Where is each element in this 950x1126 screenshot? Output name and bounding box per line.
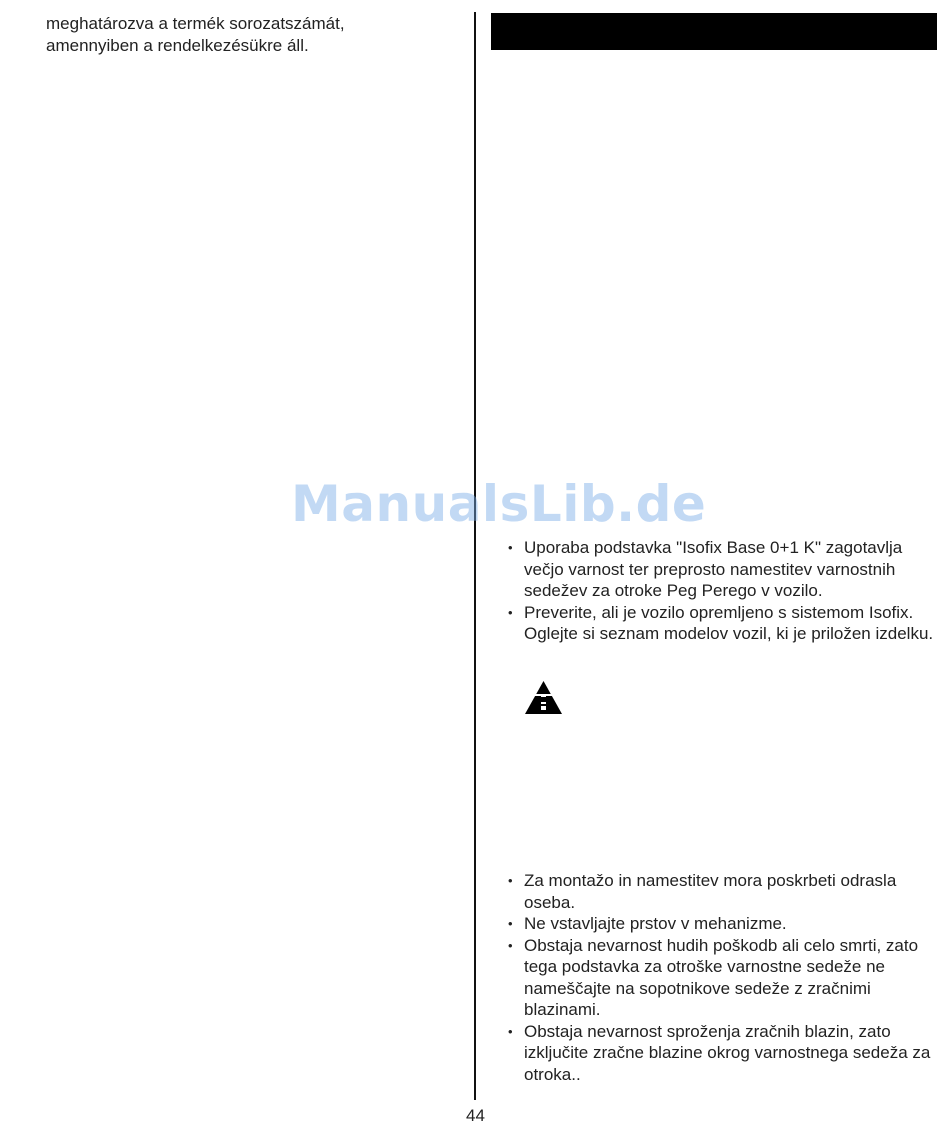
page-number: 44 (466, 1106, 485, 1125)
warning-list (507, 870, 939, 1085)
list-item: • Preverite, ali je vozilo opremljeno s sistemom Isofix. Oglejte si seznam modelov vozil, ki je priložen izdelku. (507, 602, 939, 645)
list-item: • Uporaba podstavka "Isofix Base 0+1 K" zagotavlja večjo varnost ter preprosto namestitev varnostnih sedežev za otroke Peg Perego v vozilo. (507, 537, 939, 602)
watermark: ManualsLib.de (291, 475, 707, 533)
left-column-text: meghatározva a termék sorozatszámát, amennyiben a rendelkezésükre áll. (46, 14, 345, 55)
section-header-bar (491, 13, 937, 50)
warning-triangle-icon (524, 680, 563, 715)
column-divider (474, 12, 476, 1100)
list-item: • Za montažo in namestitev mora poskrbeti odrasla oseba. (507, 870, 939, 913)
list-item: • Obstaja nevarnost sproženja zračnih blazin, zato izklјučite zračne blazine okrog varnostnega sedeža za otroka.. (507, 1021, 939, 1086)
list-item: • Obstaja nevarnost hudih poškodb ali celo smrti, zato tega podstavka za otroške varnostne sedeže ne nameščajte na sopotnikove sedeže z zračnimi blazinami. (507, 935, 939, 1021)
list-item: • Ne vstavljajte prstov v mehanizme. (507, 913, 939, 935)
intro-list (507, 537, 939, 645)
